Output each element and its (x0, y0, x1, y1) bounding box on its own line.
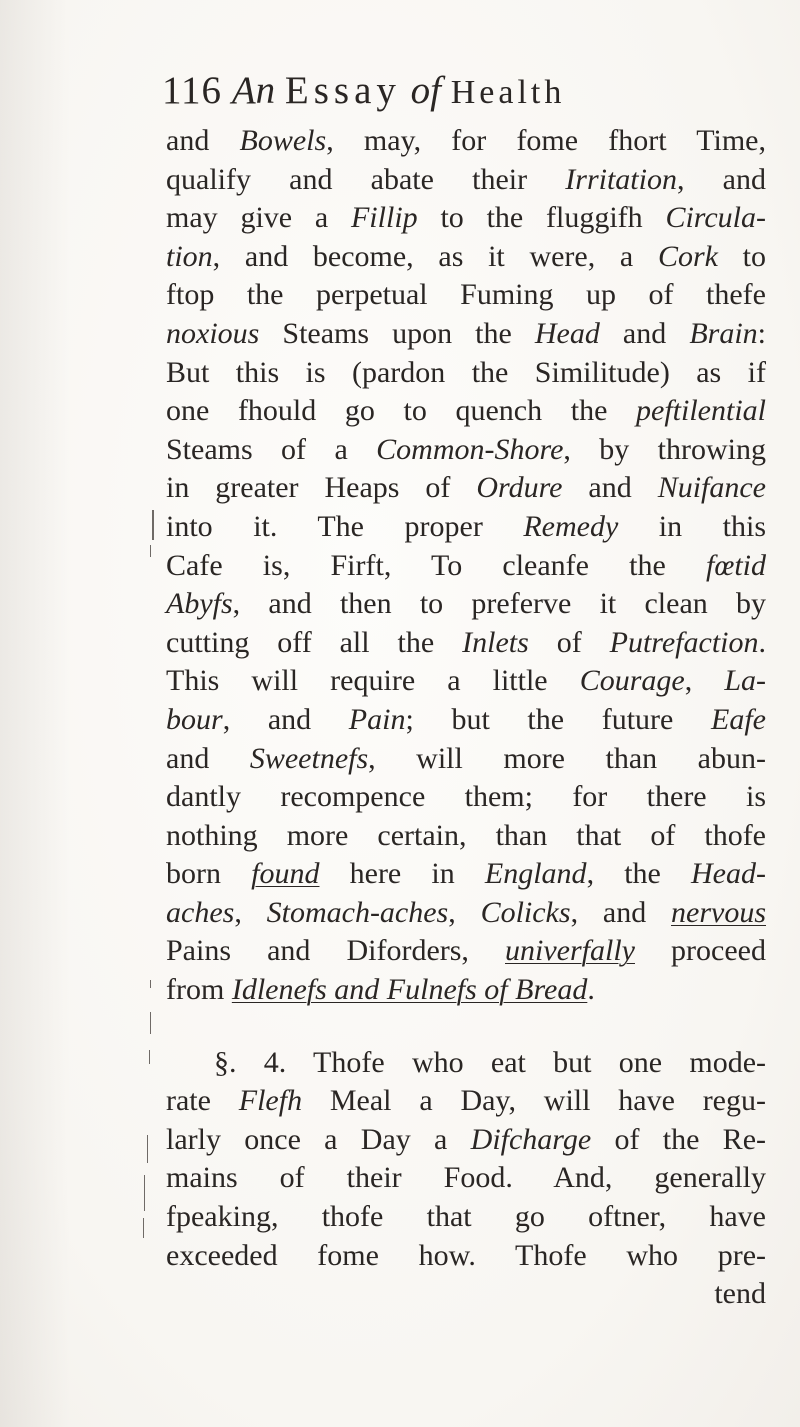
margin-pencil-mark (150, 1012, 151, 1034)
text-line: may give a Fillip to the fluggifh Circula- (166, 201, 766, 235)
margin-pencil-mark (150, 980, 151, 988)
text-line: cutting off all the Inlets of Putrefaction. (166, 625, 766, 659)
header-title-an: An (231, 69, 276, 112)
body-text (166, 122, 766, 1314)
text-line: This will require a little Courage, La- (166, 664, 766, 698)
text-line: rate Flefh Meal a Day, will have regu- (166, 1084, 766, 1118)
text-line: qualify and abate their Irritation, and (166, 162, 766, 196)
header-title-health: Health (450, 74, 566, 111)
text-line: born found here in England, the Head- (166, 857, 766, 891)
margin-pencil-mark (144, 1175, 145, 1211)
text-line: one fhould go to quench the peftilential (166, 394, 766, 428)
text-line: into it. The proper Remedy in this (166, 509, 766, 543)
text-line: dantly recompence them; for there is (166, 780, 766, 814)
text-line: bour, and Pain; but the future Eafe (166, 702, 766, 736)
margin-pencil-mark (143, 1218, 144, 1238)
margin-pencil-mark (150, 545, 151, 557)
text-line: noxious Steams upon the Head and Brain: (166, 316, 766, 350)
running-header (162, 68, 722, 114)
margin-pencil-mark (149, 1050, 150, 1064)
header-title-essay: Essay (284, 69, 401, 112)
text-line: from Idlenefs and Fulnefs of Bread. (166, 973, 595, 1007)
gutter-shadow (0, 0, 70, 1427)
text-line: tend (714, 1277, 766, 1311)
text-line: But this is (pardon the Similitude) as if (166, 355, 766, 389)
text-line: and Sweetnefs, will more than abun- (166, 741, 766, 775)
text-line: and Bowels, may, for fome fhort Time, (166, 124, 766, 157)
text-line: fpeaking, thofe that go oftner, have (166, 1200, 766, 1234)
text-line: Pains and Diforders, univerfally proceed (166, 934, 766, 968)
text-line: larly once a Day a Difcharge of the Re- (166, 1122, 766, 1156)
paragraph-gap (166, 1010, 766, 1044)
text-line: §. 4. Thofe who eat but one mode- (214, 1045, 766, 1079)
text-line: Abyfs, and then to preferve it clean by (166, 587, 766, 621)
text-line: aches, Stomach-aches, Colicks, and nervous (166, 895, 766, 929)
header-title-of: of (410, 69, 441, 112)
text-line: in greater Heaps of Ordure and Nuifance (166, 471, 766, 505)
text-line: ftop the perpetual Fuming up of thefe (166, 278, 766, 312)
text-line: Cafe is, Firft, To cleanfe the fœtid (166, 548, 766, 582)
text-line: nothing more certain, than that of thofe (166, 818, 766, 852)
margin-pencil-mark (152, 510, 154, 540)
text-line: Steams of a Common-Shore, by throwing (166, 432, 767, 466)
page-number: 116 (162, 69, 223, 112)
text-line: tion, and become, as it were, a Cork to (166, 239, 766, 273)
margin-pencil-mark (147, 1135, 148, 1163)
text-line: exceeded fome how. Thofe who pre- (166, 1238, 766, 1272)
text-line: mains of their Food. And, generally (166, 1161, 766, 1195)
